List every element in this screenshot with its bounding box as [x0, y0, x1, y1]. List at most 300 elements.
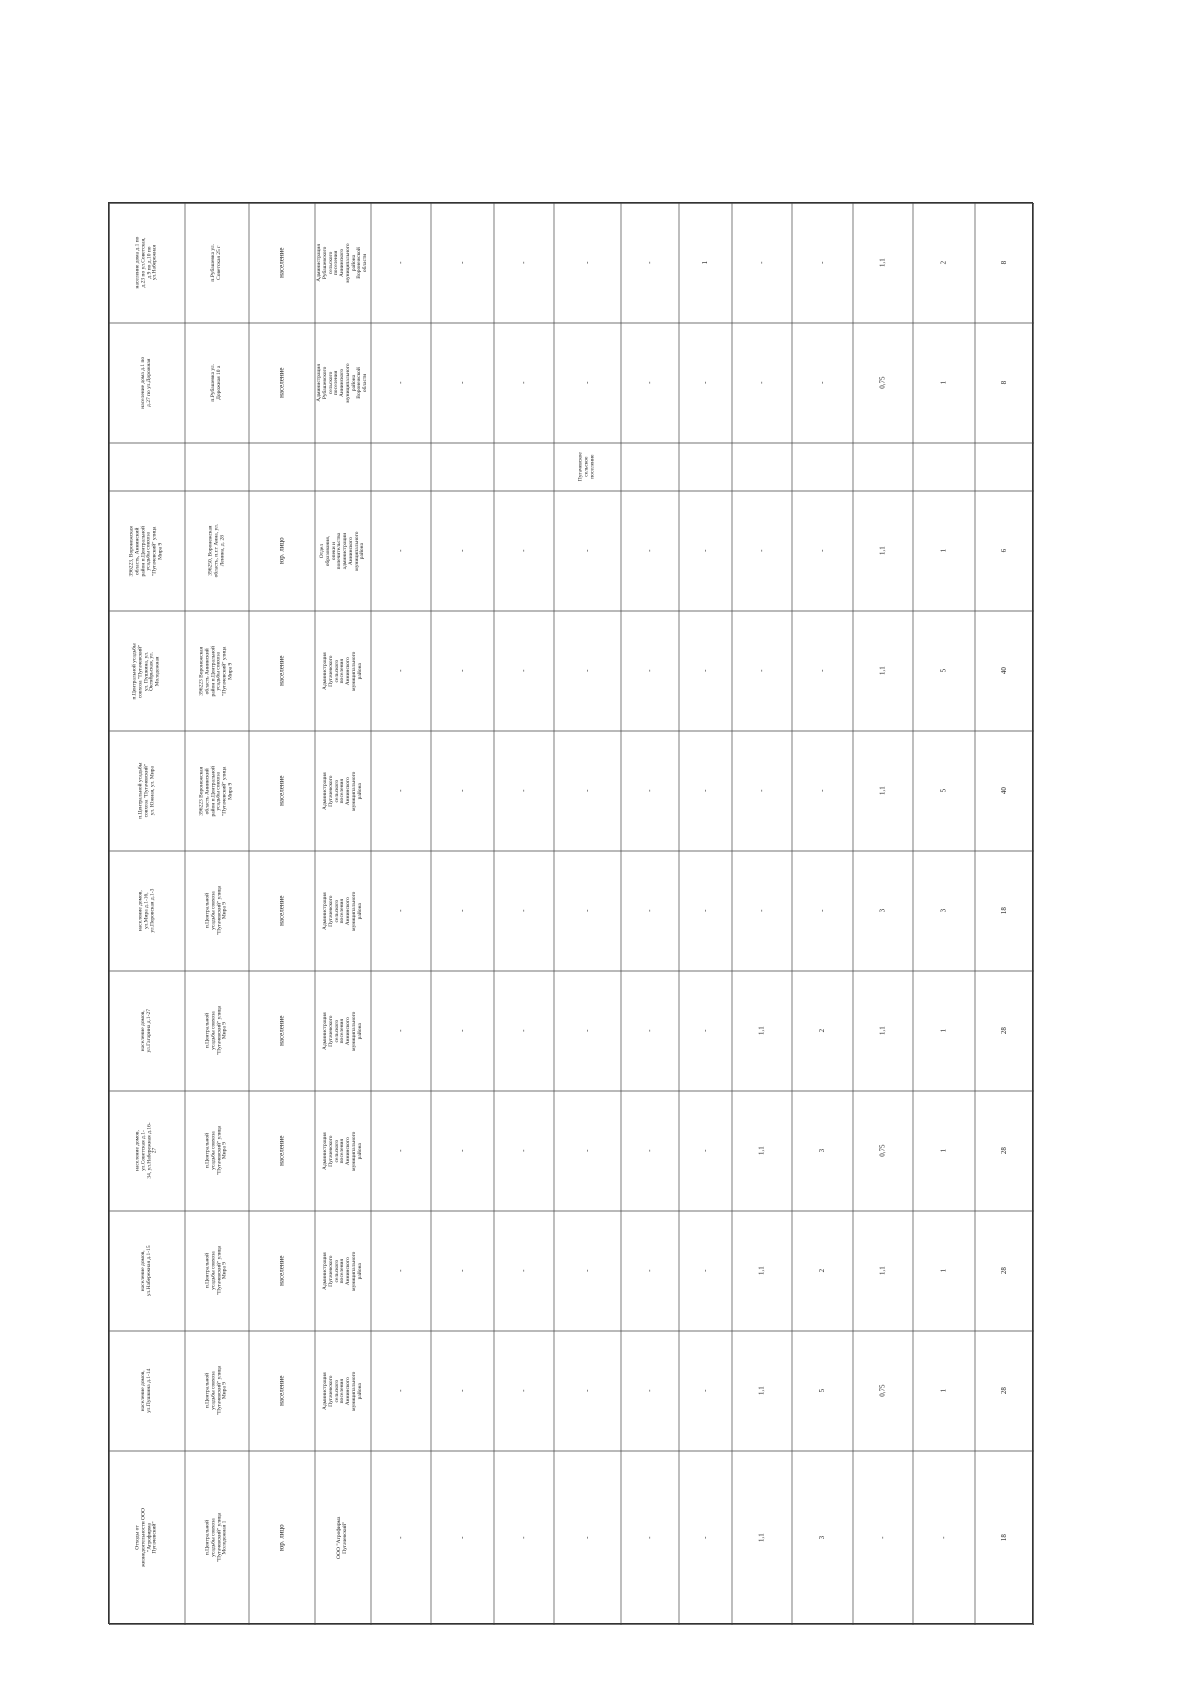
row-3-area — [975, 491, 1034, 611]
row-3-c_col5 — [554, 491, 621, 611]
row-6-area-text: 18 — [999, 907, 1008, 915]
sites-table — [108, 202, 1033, 1624]
row-1-owner — [315, 203, 371, 323]
row-6-containers — [913, 851, 975, 971]
row-8-c_col4-text: - — [645, 1149, 654, 1153]
row-7-c_col8 — [371, 971, 431, 1091]
row-8-sources_type-text: население — [277, 1135, 286, 1167]
row-10-sources — [109, 1331, 185, 1451]
row-8-c_col4 — [621, 1091, 679, 1211]
row-9-c_col1-text: 2 — [817, 1269, 826, 1273]
row-9-containers-text: 1 — [939, 1269, 948, 1273]
row-10-containers-text: 1 — [939, 1389, 948, 1393]
row-6-c_col1-text: - — [817, 909, 826, 913]
row-4-c_col4-text: - — [645, 669, 654, 673]
row-5-containers-text: 5 — [939, 789, 948, 793]
row-9-area — [975, 1211, 1034, 1331]
row-3-owner-text: Отдел образования, опеки и попечительства администрации Аннинского муниципального района — [318, 531, 366, 571]
row-5-c_col6-text: - — [519, 789, 528, 793]
row-2-c_col3 — [679, 323, 732, 443]
row-4-c_col2-text: - — [757, 669, 766, 673]
row-3-c_col2 — [732, 491, 792, 611]
row-7-c_col3 — [679, 971, 732, 1091]
row-4-c_col6-text: - — [519, 669, 528, 673]
row-6-area — [975, 851, 1034, 971]
row-7-c_col5 — [554, 971, 621, 1091]
row-10-area — [975, 1331, 1034, 1451]
row-8-owner-text: Администрация Пугачевского сельского поселения Аннинского муниципального района — [321, 1131, 363, 1171]
row-8-c_col1-text: 3 — [817, 1149, 826, 1153]
row-9-sources_address-text: п.Центральной усадьбы совхоза "Пугачевский" улица Мира 9 — [204, 1246, 228, 1296]
row-2-owner — [315, 323, 371, 443]
row-10-c_col8 — [371, 1331, 431, 1451]
row-5-containers — [913, 731, 975, 851]
row-11-area-text: 18 — [999, 1534, 1008, 1542]
row-7-c_col6 — [494, 971, 554, 1091]
row-6-owner — [315, 851, 371, 971]
row-4-c_col4 — [621, 611, 679, 731]
row-3-sources_type-text: юр. лицо — [277, 537, 286, 565]
row-6-containers-text: 3 — [939, 909, 948, 913]
row-11-c_col1 — [792, 1451, 853, 1625]
row-8-c_col3 — [679, 1091, 732, 1211]
row-2-c_col8 — [371, 323, 431, 443]
row-2-c_col4-text: - — [645, 381, 654, 385]
row-10-c_col8-text: - — [396, 1389, 405, 1393]
row-10-volume-text: 0,75 — [878, 1384, 887, 1398]
row-6-owner-text: Администрация Пугачевского сельского поселения Аннинского муниципального района — [321, 891, 363, 931]
row-1-c_col4-text: - — [645, 261, 654, 265]
row-3-volume — [853, 491, 913, 611]
row-3-volume-text: 1,1 — [878, 546, 887, 556]
row-4-c_col6 — [494, 611, 554, 731]
row-6-c_col6-text: - — [519, 909, 528, 913]
row-5-sources_address — [185, 731, 249, 851]
row-4-c_col3 — [679, 611, 732, 731]
row-4-containers-text: 5 — [939, 669, 948, 673]
row-4-c_col2 — [732, 611, 792, 731]
row-7-c_col5-text: - — [582, 1029, 591, 1033]
row-1-c_col1 — [792, 203, 853, 323]
row-9-c_col7 — [431, 1211, 494, 1331]
row-4-c_col8 — [371, 611, 431, 731]
row-2-c_col5-text: - — [582, 381, 591, 385]
row-7-area — [975, 971, 1034, 1091]
row-9-volume-text: 1,1 — [878, 1266, 887, 1276]
row-9-c_col5 — [554, 1211, 621, 1331]
row-1-containers — [913, 203, 975, 323]
row-5-area-text: 40 — [999, 787, 1008, 795]
row-9-containers — [913, 1211, 975, 1331]
row-7-area-text: 28 — [999, 1027, 1008, 1035]
row-5-c_col8 — [371, 731, 431, 851]
row-9-c_col3 — [679, 1211, 732, 1331]
row-3-c_col6 — [494, 491, 554, 611]
row-1-c_col4 — [621, 203, 679, 323]
row-7-c_col3-text: - — [700, 1029, 709, 1033]
row-8-area-text: 28 — [999, 1147, 1008, 1155]
row-7-c_col7 — [431, 971, 494, 1091]
row-4-c_col5-text: - — [582, 669, 591, 673]
row-10-c_col3 — [679, 1331, 732, 1451]
row-9-c_col3-text: - — [700, 1269, 709, 1273]
row-3-sources_type — [249, 491, 315, 611]
row-9-sources_address — [185, 1211, 249, 1331]
row-5-c_col1 — [792, 731, 853, 851]
row-7-owner — [315, 971, 371, 1091]
row-10-sources-text: население домов, ул.Пушкина д.1-14 — [140, 1368, 152, 1414]
row-11-c_col3 — [679, 1451, 732, 1625]
row-8-c_col1 — [792, 1091, 853, 1211]
row-4-c_col7-text: - — [457, 669, 466, 673]
row-1-c_col5-text: - — [582, 261, 591, 265]
row-6-sources_address-text: п.Центральной усадьбы совхоза "Пугачевский" улица Мира 9 — [204, 886, 228, 936]
row-1-c_col5 — [554, 203, 621, 323]
row-4-c_col1-text: - — [817, 669, 826, 673]
row-7-c_col6-text: - — [519, 1029, 528, 1033]
row-11-owner — [315, 1451, 371, 1625]
row-1-sources — [109, 203, 185, 323]
row-11-c_col5 — [554, 1451, 621, 1625]
row-11-containers-text: - — [939, 1536, 948, 1540]
row-9-owner — [315, 1211, 371, 1331]
row-5-sources_type-text: население — [277, 775, 286, 807]
row-4-sources_address — [185, 611, 249, 731]
row-7-containers-text: 1 — [939, 1029, 948, 1033]
row-5-c_col5-text: - — [582, 789, 591, 793]
row-10-c_col1 — [792, 1331, 853, 1451]
row-9-c_col4 — [621, 1211, 679, 1331]
row-10-c_col7 — [431, 1331, 494, 1451]
row-4-c_col8-text: - — [396, 669, 405, 673]
row-8-c_col3-text: - — [700, 1149, 709, 1153]
row-8-volume-text: 0,75 — [878, 1144, 887, 1158]
row-4-volume-text: 1,1 — [878, 666, 887, 676]
row-11-c_col2 — [732, 1451, 792, 1625]
row-10-c_col5-text: - — [582, 1389, 591, 1393]
row-11-c_col7 — [431, 1451, 494, 1625]
row-3-c_col8-text: - — [396, 549, 405, 553]
row-2-c_col8-text: - — [396, 381, 405, 385]
row-1-sources_type-text: население — [277, 247, 286, 279]
row-8-sources_address — [185, 1091, 249, 1211]
row-4-sources_address-text: 396223 Воронежская область Аннинский район п.Центральной усадьбы совхоза "Пугачевский" улица Мира 9 — [198, 645, 234, 697]
row-1-c_col6 — [494, 203, 554, 323]
row-1-c_col2 — [732, 203, 792, 323]
row-9-c_col8 — [371, 1211, 431, 1331]
row-6-volume — [853, 851, 913, 971]
row-5-owner — [315, 731, 371, 851]
row-5-c_col5 — [554, 731, 621, 851]
row-5-c_col2-text: - — [757, 789, 766, 793]
row-9-c_col1 — [792, 1211, 853, 1331]
row-8-sources_type — [249, 1091, 315, 1211]
row-10-sources_address-text: п.Центральной усадьбы совхоза "Пугачевский" улица Мира 9 — [204, 1366, 228, 1416]
row-6-c_col8 — [371, 851, 431, 971]
row-10-c_col5 — [554, 1331, 621, 1451]
row-3-c_col3 — [679, 491, 732, 611]
row-8-sources-text: население домов, ул.Советская д.1- 34, ул.Набережная д.16- 27 — [134, 1122, 158, 1180]
row-10-sources_type — [249, 1331, 315, 1451]
row-1-c_col3 — [679, 203, 732, 323]
row-11-sources_address-text: п.Центральной усадьбы совхоза "Пугачевский" улица Молодежная 1 — [204, 1513, 228, 1563]
row-4-c_col7 — [431, 611, 494, 731]
row-11-c_col7-text: - — [457, 1536, 466, 1540]
row-2-c_col3-text: - — [700, 381, 709, 385]
row-6-volume-text: 3 — [878, 909, 887, 913]
row-9-sources_type — [249, 1211, 315, 1331]
row-6-c_col7-text: - — [457, 909, 466, 913]
row-10-sources_address — [185, 1331, 249, 1451]
row-8-owner — [315, 1091, 371, 1211]
row-7-sources_address-text: п.Центральной усадьбы совхоза "Пугачевский" улица Мира 9 — [204, 1006, 228, 1056]
row-2-containers — [913, 323, 975, 443]
row-7-sources_type-text: население — [277, 1015, 286, 1047]
row-10-containers — [913, 1331, 975, 1451]
row-3-owner — [315, 491, 371, 611]
section-header-text: Пугачевское сельское поселение — [576, 452, 595, 482]
row-7-c_col1-text: 2 — [817, 1029, 826, 1033]
row-5-c_col8-text: - — [396, 789, 405, 793]
row-11-area — [975, 1451, 1034, 1625]
row-1-c_col3-text: 1 — [700, 261, 709, 265]
row-10-c_col7-text: - — [457, 1389, 466, 1393]
row-11-sources-text: Отходы от жизнедеятельности ООО "Агрофирма Пугачевский" — [134, 1508, 158, 1568]
row-11-c_col4-text: - — [645, 1536, 654, 1540]
row-5-sources_address-text: 396223 Воронежская область Аннинский район п.Центральной усадьбы совхоза "Пугачевский" улица Мира 9 — [198, 765, 234, 817]
row-8-containers-text: 1 — [939, 1149, 948, 1153]
row-6-c_col8-text: - — [396, 909, 405, 913]
row-9-c_col8-text: - — [396, 1269, 405, 1273]
row-3-c_col3-text: - — [700, 549, 709, 553]
row-5-sources — [109, 731, 185, 851]
row-2-sources — [109, 323, 185, 443]
row-3-c_col7 — [431, 491, 494, 611]
row-5-area — [975, 731, 1034, 851]
row-5-c_col6 — [494, 731, 554, 851]
row-7-volume-text: 1,1 — [878, 1026, 887, 1036]
row-11-c_col2-text: 1,1 — [757, 1533, 766, 1543]
row-7-owner-text: Администрация Пугачевского сельского поселения Аннинского муниципального района — [321, 1011, 363, 1051]
row-3-area-text: 6 — [999, 549, 1008, 553]
row-8-area — [975, 1091, 1034, 1211]
row-11-c_col3-text: - — [700, 1536, 709, 1540]
row-6-c_col2 — [732, 851, 792, 971]
row-8-volume — [853, 1091, 913, 1211]
row-2-c_col5 — [554, 323, 621, 443]
row-1-sources_address-text: п.Рубашевка ул. Советская 25 г — [210, 244, 222, 282]
row-11-c_col4 — [621, 1451, 679, 1625]
row-10-c_col6-text: - — [519, 1389, 528, 1393]
row-8-c_col2-text: 1,1 — [757, 1146, 766, 1156]
row-2-c_col6-text: - — [519, 381, 528, 385]
row-2-area — [975, 323, 1034, 443]
row-1-c_col7 — [431, 203, 494, 323]
row-1-volume-text: 1,1 — [878, 258, 887, 268]
row-8-c_col5-text: - — [582, 1149, 591, 1153]
row-3-sources_address-text: 396250, Воронежская область, п.г.т Анна, ул. Ленина, д. 28 — [207, 524, 225, 578]
row-7-sources_type — [249, 971, 315, 1091]
row-7-volume — [853, 971, 913, 1091]
row-9-area-text: 28 — [999, 1267, 1008, 1275]
row-7-sources — [109, 971, 185, 1091]
row-9-sources_type-text: население — [277, 1255, 286, 1287]
row-9-c_col2-text: 1,1 — [757, 1266, 766, 1276]
row-2-c_col1-text: - — [817, 381, 826, 385]
row-1-c_col2-text: - — [757, 261, 766, 265]
row-3-sources-text: 396223, Воронежская область, Аннинский район п.Центральной усадьбы совхоза "Пугачевский" улица Мира 9 — [128, 525, 164, 577]
row-1-sources_address — [185, 203, 249, 323]
row-11-sources_address — [185, 1451, 249, 1625]
row-9-owner-text: Администрация Пугачевского сельского поселения Аннинского муниципального района — [321, 1251, 363, 1291]
row-6-c_col3 — [679, 851, 732, 971]
row-6-c_col4-text: - — [645, 909, 654, 913]
row-3-c_col6-text: - — [519, 549, 528, 553]
row-2-sources_type-text: население — [277, 367, 286, 399]
row-5-c_col4 — [621, 731, 679, 851]
section-header — [494, 443, 679, 491]
row-9-c_col7-text: - — [457, 1269, 466, 1273]
row-5-c_col7-text: - — [457, 789, 466, 793]
row-1-area — [975, 203, 1034, 323]
row-11-c_col5-text: - — [582, 1536, 591, 1540]
row-2-volume — [853, 323, 913, 443]
row-2-c_col1 — [792, 323, 853, 443]
row-7-c_col1 — [792, 971, 853, 1091]
row-6-c_col1 — [792, 851, 853, 971]
row-1-area-text: 8 — [999, 261, 1008, 265]
row-9-c_col5-text: - — [582, 1269, 591, 1273]
row-11-c_col8-text: - — [396, 1536, 405, 1540]
row-4-area — [975, 611, 1034, 731]
row-10-c_col2-text: 1,1 — [757, 1386, 766, 1396]
row-10-owner-text: Администрация Пугачевского сельского поселения Аннинского муниципального района — [321, 1371, 363, 1411]
row-2-c_col7 — [431, 323, 494, 443]
row-9-c_col2 — [732, 1211, 792, 1331]
row-1-c_col8-text: - — [396, 261, 405, 265]
row-5-volume — [853, 731, 913, 851]
row-9-c_col6 — [494, 1211, 554, 1331]
row-3-c_col1 — [792, 491, 853, 611]
row-7-sources_address — [185, 971, 249, 1091]
row-6-c_col6 — [494, 851, 554, 971]
row-8-c_col8 — [371, 1091, 431, 1211]
row-6-c_col5 — [554, 851, 621, 971]
row-8-c_col5 — [554, 1091, 621, 1211]
row-4-owner-text: Администрация Пугачевского сельского поселения Аннинского муниципального района — [321, 651, 363, 691]
row-3-c_col4 — [621, 491, 679, 611]
row-11-sources_type-text: юр. лицо — [277, 1524, 286, 1552]
row-9-c_col6-text: - — [519, 1269, 528, 1273]
row-4-c_col1 — [792, 611, 853, 731]
row-1-sources-text: население дома д.1 по д.23 по ул.Советская, д.9 по д.10 по ул.Набережная — [134, 237, 158, 289]
row-4-c_col5 — [554, 611, 621, 731]
row-2-c_col4 — [621, 323, 679, 443]
row-6-sources_type — [249, 851, 315, 971]
row-7-sources-text: население домов, ул.Гагарина д.1-27 — [140, 1009, 152, 1053]
row-11-sources_type — [249, 1451, 315, 1625]
row-11-owner-text: ООО "Агрофирма Пугачевский" — [336, 1516, 348, 1560]
row-5-volume-text: 1,1 — [878, 786, 887, 796]
row-3-c_col8 — [371, 491, 431, 611]
row-3-containers — [913, 491, 975, 611]
row-8-c_col6-text: - — [519, 1149, 528, 1153]
row-11-containers — [913, 1451, 975, 1625]
row-5-sources_type — [249, 731, 315, 851]
row-4-sources_type-text: население — [277, 655, 286, 687]
row-3-c_col4-text: - — [645, 549, 654, 553]
row-1-c_col8 — [371, 203, 431, 323]
row-6-sources — [109, 851, 185, 971]
row-3-c_col1-text: - — [817, 549, 826, 553]
row-3-c_col2-text: - — [757, 549, 766, 553]
row-9-sources — [109, 1211, 185, 1331]
row-3-sources — [109, 491, 185, 611]
row-6-c_col3-text: - — [700, 909, 709, 913]
row-5-c_col3 — [679, 731, 732, 851]
row-7-c_col8-text: - — [396, 1029, 405, 1033]
row-4-owner — [315, 611, 371, 731]
row-10-volume — [853, 1331, 913, 1451]
row-11-c_col6 — [494, 1451, 554, 1625]
row-5-sources-text: п.Центральной усадьбы совхоза "Пугачевский" ул. Южная, ул. Мира — [137, 762, 155, 820]
row-5-c_col2 — [732, 731, 792, 851]
row-6-c_col4 — [621, 851, 679, 971]
row-10-sources_type-text: население — [277, 1375, 286, 1407]
row-7-c_col2-text: 1,1 — [757, 1026, 766, 1036]
row-6-c_col7 — [431, 851, 494, 971]
row-2-owner-text: Администрация Рубашевского сельского поселения Аннинского муниципального района Воронежской области — [316, 363, 369, 403]
row-1-c_col1-text: - — [817, 261, 826, 265]
row-8-c_col2 — [732, 1091, 792, 1211]
row-6-c_col5-text: - — [582, 909, 591, 913]
row-2-c_col2-text: - — [757, 381, 766, 385]
row-5-c_col7 — [431, 731, 494, 851]
row-1-c_col6-text: - — [519, 261, 528, 265]
row-1-containers-text: 2 — [939, 261, 948, 265]
row-11-sources — [109, 1451, 185, 1625]
row-8-c_col8-text: - — [396, 1149, 405, 1153]
row-10-c_col3-text: - — [700, 1389, 709, 1393]
row-4-volume — [853, 611, 913, 731]
row-9-c_col4-text: - — [645, 1269, 654, 1273]
row-1-c_col7-text: - — [457, 261, 466, 265]
row-11-volume-text: - — [878, 1536, 887, 1540]
row-6-c_col2-text: - — [757, 909, 766, 913]
row-3-sources_address — [185, 491, 249, 611]
row-8-c_col6 — [494, 1091, 554, 1211]
row-10-owner — [315, 1331, 371, 1451]
row-1-sources_type — [249, 203, 315, 323]
row-5-c_col1-text: - — [817, 789, 826, 793]
row-2-volume-text: 0,75 — [878, 376, 887, 390]
row-3-c_col7-text: - — [457, 549, 466, 553]
row-9-volume — [853, 1211, 913, 1331]
row-4-sources_type — [249, 611, 315, 731]
row-2-area-text: 8 — [999, 381, 1008, 385]
row-5-c_col3-text: - — [700, 789, 709, 793]
row-7-c_col2 — [732, 971, 792, 1091]
row-7-c_col7-text: - — [457, 1029, 466, 1033]
row-4-sources-text: п.Центральной усадьбы совхоза "Пугачевский" ул. Пушкина, ул. Октябрьская, ул. Молодежная — [131, 642, 161, 700]
row-1-volume — [853, 203, 913, 323]
row-3-containers-text: 1 — [939, 549, 948, 553]
row-7-c_col4 — [621, 971, 679, 1091]
row-2-sources_address-text: п.Рубашевка ул. Дорожная 10 а — [210, 364, 222, 402]
row-2-sources-text: население дома д.1 по д.27 по ул.Дорожная — [140, 357, 152, 409]
row-2-sources_type — [249, 323, 315, 443]
row-1-owner-text: Администрация Рубашевского сельского поселения Аннинского муниципального района Воронежской области — [316, 243, 369, 283]
